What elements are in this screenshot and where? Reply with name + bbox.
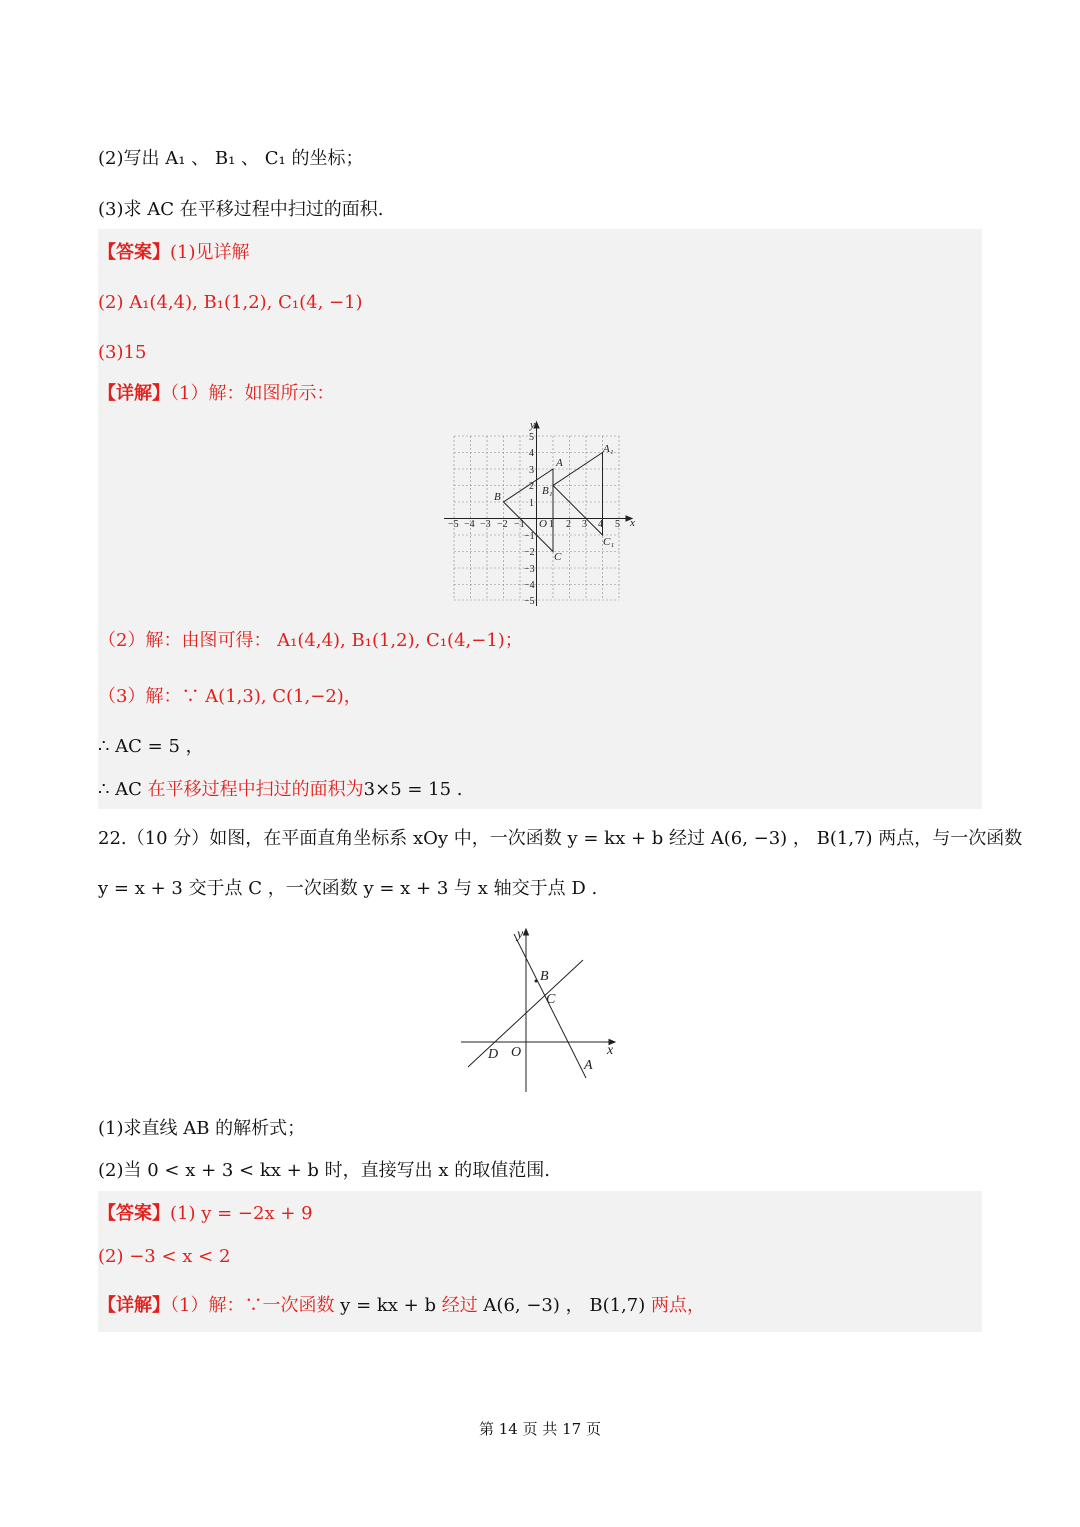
y-tick: −4	[524, 580, 535, 591]
point-a-label: A	[584, 1058, 593, 1073]
x-tick: −5	[448, 519, 459, 530]
point-b-label: B	[494, 491, 501, 503]
point-labels	[494, 419, 635, 563]
point-a1-label: A₁	[603, 443, 614, 455]
y-tick: 5	[529, 432, 534, 443]
y-axis-label: y	[517, 927, 524, 942]
q21-detail-5	[98, 777, 463, 803]
x-tick: −4	[464, 519, 475, 530]
q22-stem-line1: 22.（10 分）如图，在平面直角坐标系 xOy 中，一次函数 y = kx + b 经过 A(6, −3) ， B(1,7) 两点，与一次函数	[98, 828, 1023, 849]
q22-detail-line1	[98, 1293, 705, 1319]
q22-detail-1a: （1）解：∵一次函数	[170, 1295, 335, 1316]
point-c-label: C	[554, 551, 562, 563]
x-tick: 2	[566, 519, 571, 530]
origin-label: O	[511, 1045, 522, 1060]
q22-part2: (2)当 0 < x + 3 < kx + b 时，直接写出 x 的取值范围.	[98, 1160, 550, 1181]
q22-part1: (1)求直线 AB 的解析式；	[98, 1118, 306, 1139]
figure-two-lines	[455, 922, 625, 1094]
x-tick: 1	[549, 519, 554, 530]
q21-answer-3: (3)15	[98, 342, 147, 363]
q21-answer-line1	[98, 240, 250, 266]
x-axis-label: x	[630, 517, 635, 529]
x-tick: 3	[582, 519, 587, 530]
y-tick: 3	[529, 465, 534, 476]
q21-detail-1: （1）解：如图所示：	[170, 383, 335, 404]
q21-answer-2: (2) A₁(4,4), B₁(1,2), C₁(4, −1)	[98, 292, 363, 313]
page-footer: 第 14 页 共 17 页	[478, 1420, 601, 1438]
y-tick: −1	[524, 531, 535, 542]
x-tick: 5	[615, 519, 620, 530]
q22-stem-line2: y = x + 3 交于点 C ，一次函数 y = x + 3 与 x 轴交于点 D .	[98, 878, 598, 899]
origin-label: O	[539, 518, 547, 530]
y-tick: −2	[524, 547, 535, 558]
q22-answer-1: (1) y = −2x + 9	[170, 1203, 313, 1224]
q22-detail-1c: 经过	[441, 1295, 478, 1316]
q21-detail-5c: 3×5 = 15 .	[363, 779, 463, 800]
point-a-label: A	[556, 457, 563, 469]
point-b1-label: B₁	[542, 485, 553, 497]
detail-label: 【详解】	[98, 1295, 170, 1316]
q22-detail-1d: A(6, −3) ， B(1,7)	[477, 1295, 651, 1316]
point-c1-label: C₁	[603, 536, 615, 548]
q21-detail-5b: 在平移过程中扫过的面积为	[147, 779, 364, 800]
y-tick: 1	[529, 498, 534, 509]
y-tick: −3	[524, 564, 535, 575]
q21-detail-line1	[98, 381, 334, 407]
q22-answer-2: (2) −3 < x < 2	[98, 1246, 231, 1267]
detail-label: 【详解】	[98, 383, 170, 404]
y-axis-label: y	[530, 419, 535, 431]
x-tick: 4	[598, 519, 603, 530]
q21-part2: (2)写出 A₁ 、 B₁ 、 C₁ 的坐标；	[98, 148, 364, 169]
q22-answer-line1	[98, 1201, 313, 1227]
point-b-label: B	[540, 969, 549, 984]
q21-detail-3: （3）解：∵ A(1,3), C(1,−2)，	[98, 686, 362, 707]
x-tick: −3	[480, 519, 491, 530]
x-tick: −1	[514, 519, 525, 530]
answer-label: 【答案】	[98, 242, 170, 263]
q22-detail-1b: y = kx + b	[334, 1295, 442, 1316]
answer-label: 【答案】	[98, 1203, 170, 1224]
point-d-label: D	[488, 1047, 499, 1062]
y-tick: 2	[529, 481, 534, 492]
x-tick: −2	[497, 519, 508, 530]
y-tick: −5	[524, 596, 535, 607]
figure-translation-grid	[440, 418, 640, 610]
y-tick: 4	[529, 448, 534, 459]
q21-answer-1: (1)见详解	[170, 242, 250, 263]
point-c-label: C	[546, 992, 556, 1007]
q21-part3: (3)求 AC 在平移过程中扫过的面积.	[98, 199, 384, 220]
x-axis-label: x	[607, 1043, 614, 1058]
q21-detail-4: ∴ AC = 5 ，	[98, 736, 204, 757]
line-labels	[487, 927, 614, 1073]
function-lines	[468, 934, 586, 1078]
q21-detail-5a: ∴ AC	[98, 779, 148, 800]
q22-detail-1e: 两点，	[650, 1295, 705, 1316]
point-b-marker	[535, 980, 538, 983]
q21-detail-2: （2）解：由图可得： A₁(4,4), B₁(1,2), C₁(4,−1)；	[98, 630, 523, 651]
